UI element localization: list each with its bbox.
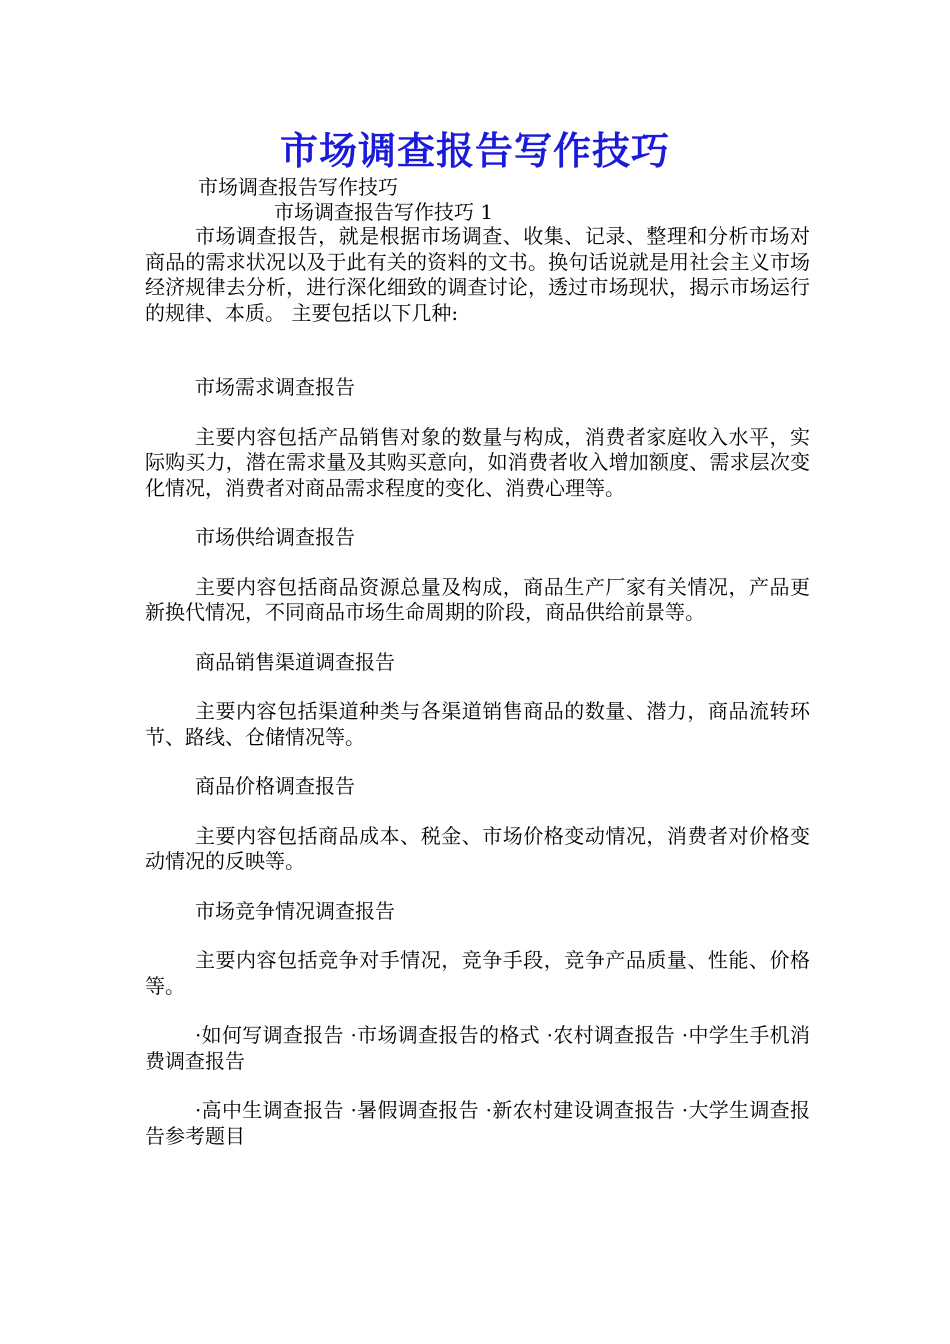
section-content-demand: 主要内容包括产品销售对象的数量与构成，消费者家庭收入水平，实际购买力，潜在需求量及其购买意向，如消费者收入增加额度、需求层次变化情况，消费者对商品需求程度的变化、消费心理等。 bbox=[145, 424, 810, 500]
section-heading-competition: 市场竞争情况调查报告 bbox=[195, 898, 395, 923]
related-links-1[interactable]: ·如何写调查报告 ·市场调查报告的格式 ·农村调查报告 ·中学生手机消费调查报告 bbox=[145, 1023, 810, 1073]
section-heading-channel: 商品销售渠道调查报告 bbox=[195, 649, 395, 674]
section-heading-price: 商品价格调查报告 bbox=[195, 774, 355, 798]
section-content-supply: 主要内容包括商品资源总量及构成，商品生产厂家有关情况，产品更新换代情况，不同商品市场生命周期的阶段，商品供给前景等。 bbox=[145, 574, 810, 624]
section-content-price: 主要内容包括商品成本、税金、市场价格变动情况，消费者对价格变动情况的反映等。 bbox=[145, 823, 810, 873]
intro-paragraph: 市场调查报告，就是根据市场调查、收集、记录、整理和分析市场对商品的需求状况以及于此有关的资料的文书。换句话说就是用社会主义市场经济规律去分析，进行深化细致的调查讨论，透过市场现状，揭示市场运行的规律、本质。 主要包括以下几种: bbox=[145, 224, 810, 325]
document-subtitle-numbered: 市场调查报告写作技巧 1 bbox=[274, 200, 494, 224]
section-content-competition: 主要内容包括竞争对手情况，竞争手段，竞争产品质量、性能、价格等。 bbox=[145, 948, 810, 998]
section-heading-supply: 市场供给调查报告 bbox=[195, 525, 355, 549]
document-body bbox=[145, 224, 810, 1149]
document-title: 市场调查报告写作技巧 bbox=[279, 129, 670, 173]
related-links-2[interactable]: ·高中生调查报告 ·暑假调查报告 ·新农村建设调查报告 ·大学生调查报告参考题目 bbox=[145, 1098, 810, 1148]
document-subtitle: 市场调查报告写作技巧 bbox=[198, 175, 398, 199]
section-content-channel: 主要内容包括渠道种类与各渠道销售商品的数量、潜力，商品流转环节、路线、仓储情况等。 bbox=[145, 699, 810, 749]
section-heading-demand: 市场需求调查报告 bbox=[195, 375, 355, 399]
